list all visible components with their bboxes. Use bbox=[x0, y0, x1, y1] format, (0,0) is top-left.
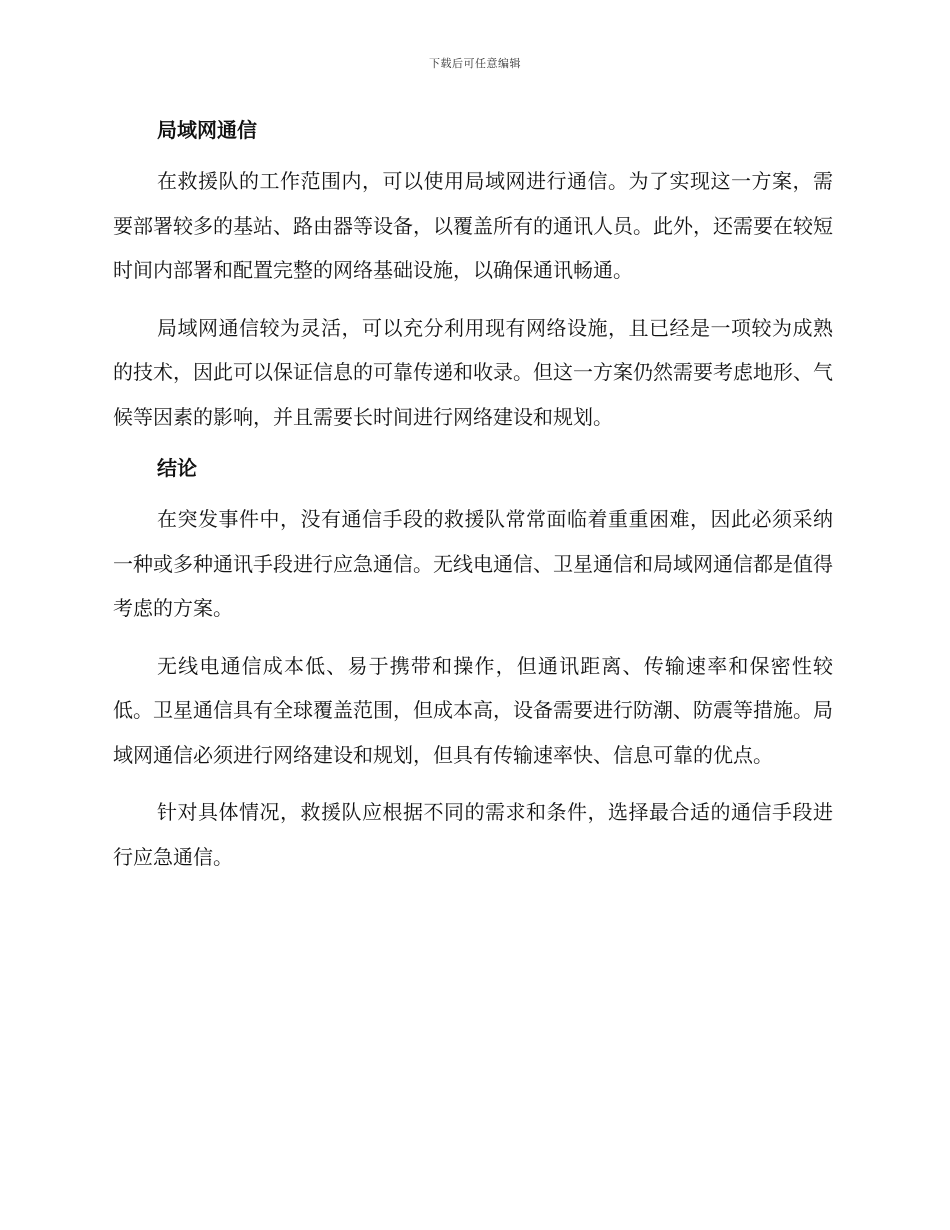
paragraph: 针对具体情况，救援队应根据不同的需求和条件，选择最合适的通信手段进行应急通信。 bbox=[113, 800, 833, 869]
section-conclusion bbox=[113, 452, 833, 879]
section-heading: 局域网通信 bbox=[157, 118, 257, 142]
section-lan-communication bbox=[113, 114, 833, 439]
document-body bbox=[113, 114, 833, 892]
paragraph: 在突发事件中，没有通信手段的救援队常常面临着重重困难，因此必须采纳一种或多种通讯手段进行应急通信。无线电通信、卫星通信和局域网通信都是值得考虑的方案。 bbox=[113, 507, 833, 620]
section-heading: 结论 bbox=[157, 456, 197, 480]
page-header: 下载后可任意编辑 bbox=[429, 57, 521, 70]
paragraph: 局域网通信较为灵活，可以充分利用现有网络设施，且已经是一项较为成熟的技术，因此可以保证信息的可靠传递和收录。但这一方案仍然需要考虑地形、气候等因素的影响，并且需要长时间进行网络建设和规划。 bbox=[113, 315, 833, 429]
paragraph: 无线电通信成本低、易于携带和操作，但通讯距离、传输速率和保密性较低。卫星通信具有全球覆盖范围，但成本高，设备需要进行防潮、防震等措施。局域网通信必须进行网络建设和规划，但具有传输速率快、信息可靠的优点。 bbox=[113, 653, 833, 767]
paragraph: 在救援队的工作范围内，可以使用局域网进行通信。为了实现这一方案，需要部署较多的基站、路由器等设备，以覆盖所有的通讯人员。此外，还需要在较短时间内部署和配置完整的网络基础设施，以确保通讯畅通。 bbox=[113, 169, 833, 282]
